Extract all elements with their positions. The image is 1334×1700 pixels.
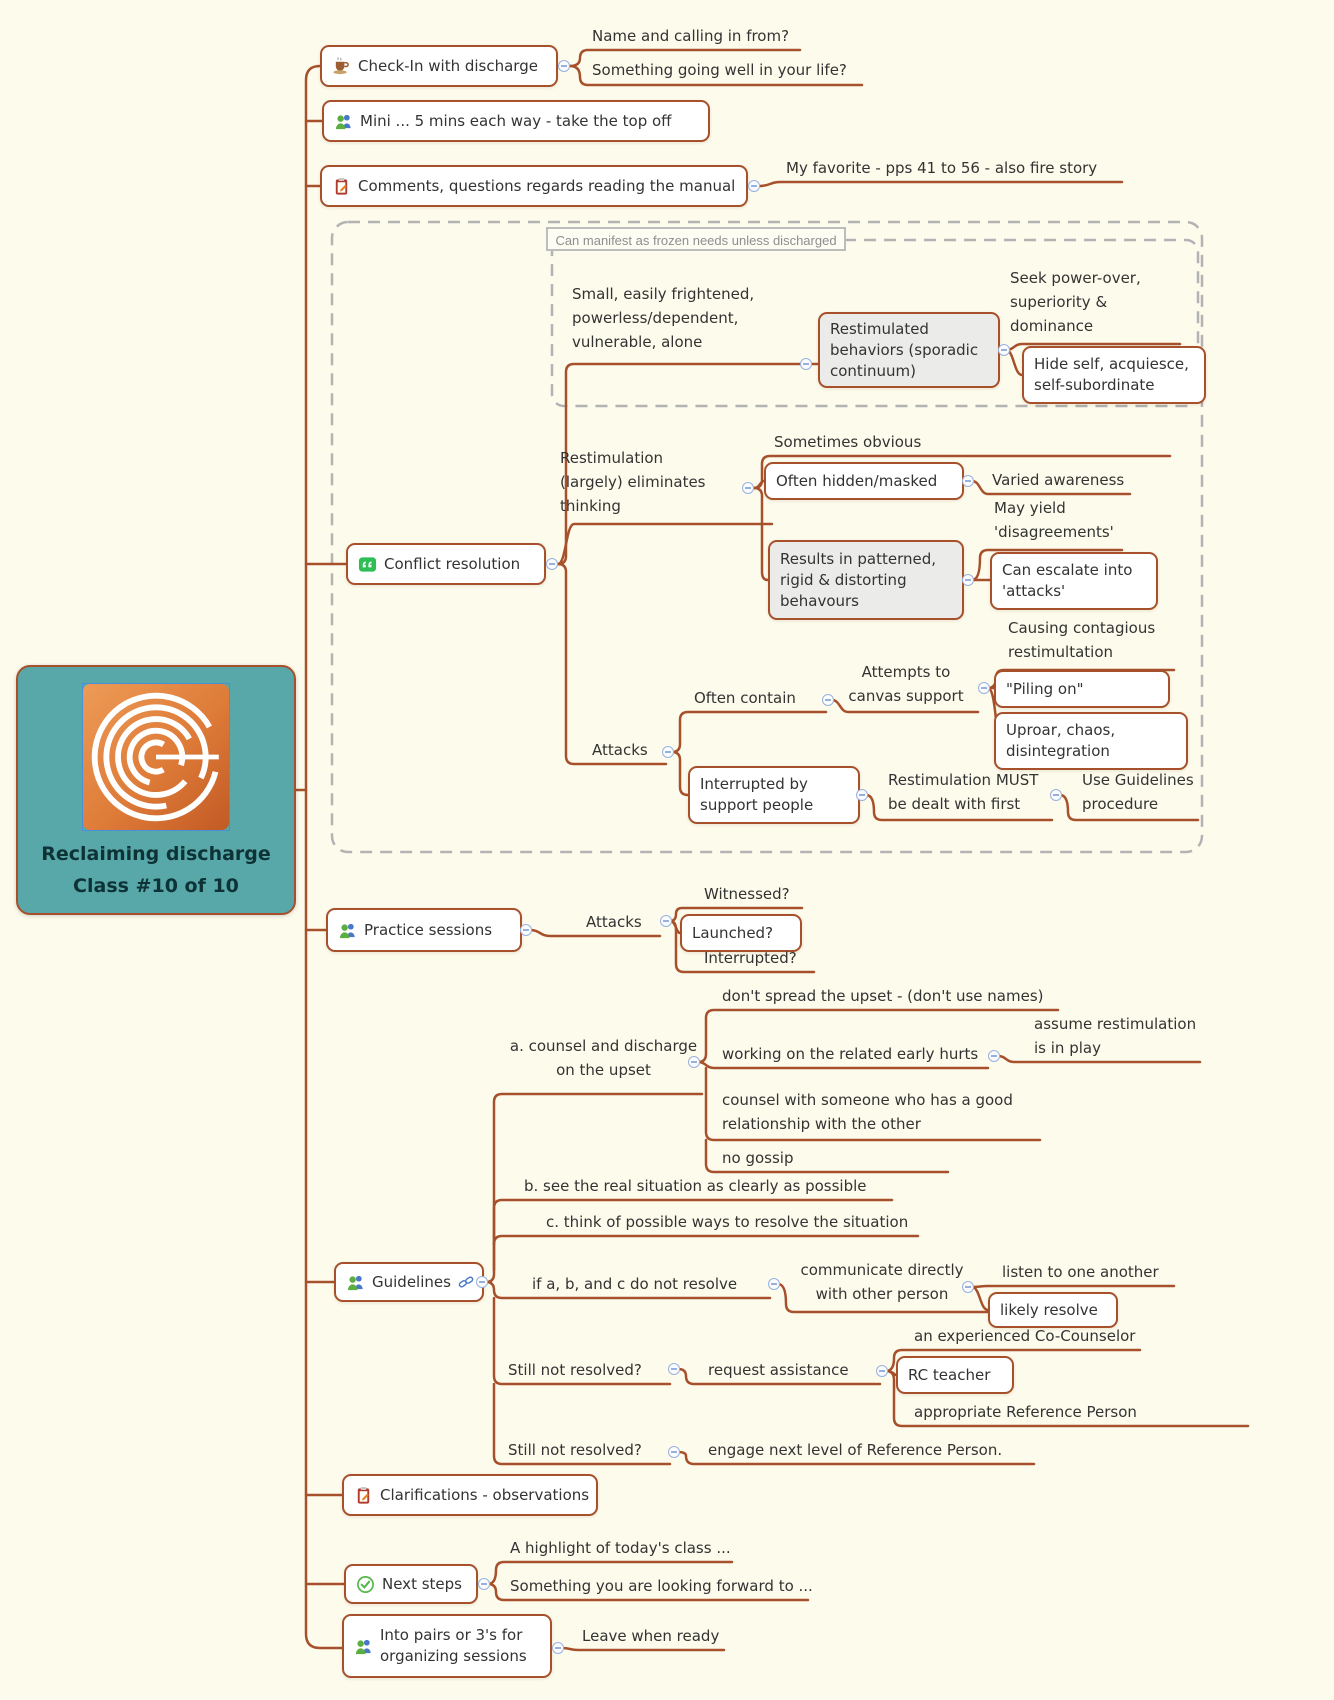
collapse-marker[interactable] — [856, 789, 868, 801]
collapse-marker[interactable] — [822, 694, 834, 706]
subtopic-still-not-resolved-1[interactable]: Still not resolved? — [508, 1361, 642, 1379]
subtopic-causing-contagious[interactable]: Causing contagious restimultation — [1008, 619, 1156, 661]
subtopic-label: Often hidden/masked — [776, 471, 938, 490]
topic-label: Conflict resolution — [384, 554, 521, 573]
labyrinth-logo — [83, 684, 229, 830]
collapse-marker[interactable] — [546, 558, 558, 570]
collapse-marker[interactable] — [520, 924, 532, 936]
check-circle-icon — [356, 1575, 375, 1594]
subtopic-label: Results in patterned, rigid & distorting behavours — [780, 549, 937, 610]
quote-icon — [358, 555, 377, 574]
collapse-marker[interactable] — [558, 60, 570, 72]
boundary-label: Can manifest as frozen needs unless discharged — [546, 227, 846, 251]
subtopic-my-favorite[interactable]: My favorite - pps 41 to 56 - also fire story — [786, 159, 1098, 177]
subtopic-no-gossip[interactable]: no gossip — [722, 1149, 794, 1167]
subtopic-label: Uproar, chaos, disintegration — [1006, 721, 1116, 760]
collapse-marker[interactable] — [962, 574, 974, 586]
subtopic-label: Launched? — [692, 923, 774, 942]
subtopic-label: "Piling on" — [1006, 679, 1084, 698]
collapse-marker[interactable] — [748, 180, 760, 192]
subtopic-witnessed[interactable]: Witnessed? — [704, 885, 790, 903]
subtopic-name-calling[interactable]: Name and calling in from? — [592, 27, 790, 45]
subtopic-counsel-with-someone[interactable]: counsel with someone who has a good relationship with the other — [722, 1091, 1013, 1133]
collapse-marker[interactable] — [668, 1446, 680, 1458]
subtopic-restimulation-eliminates[interactable]: Restimulation (largely) eliminates thinking — [560, 449, 706, 515]
subtopic-rc-teacher[interactable] — [896, 1356, 1014, 1394]
subtopic-appropriate-reference[interactable]: appropriate Reference Person — [914, 1403, 1137, 1421]
topic-check-in[interactable] — [320, 45, 558, 87]
clipboard-icon — [332, 177, 351, 196]
collapse-marker[interactable] — [768, 1278, 780, 1290]
collapse-marker[interactable] — [876, 1365, 888, 1377]
collapse-marker[interactable] — [962, 475, 974, 487]
subtopic-piling-on[interactable] — [994, 670, 1170, 708]
subtopic-request-assistance[interactable]: request assistance — [708, 1361, 849, 1379]
people-icon — [346, 1273, 365, 1292]
subtopic-counsel-discharge[interactable]: a. counsel and discharge on the upset — [509, 1037, 698, 1079]
subtopic-results-patterned[interactable] — [768, 540, 964, 620]
subtopic-sometimes-obvious[interactable]: Sometimes obvious — [774, 433, 922, 451]
subtopic-likely-resolve[interactable] — [988, 1292, 1118, 1328]
subtopic-varied-awareness[interactable]: Varied awareness — [992, 471, 1125, 489]
topic-label: Next steps — [382, 1574, 462, 1593]
collapse-marker[interactable] — [988, 1050, 1000, 1062]
topic-mini-session[interactable] — [322, 100, 710, 142]
subtopic-label: Hide self, acquiesce, self-subordinate — [1034, 355, 1189, 394]
subtopic-restimulated-behaviors[interactable] — [818, 312, 1000, 388]
coffee-cup-icon — [332, 57, 351, 76]
collapse-marker[interactable] — [962, 1281, 974, 1293]
subtopic-listen-one-another[interactable]: listen to one another — [1002, 1263, 1159, 1281]
subtopic-label: Interrupted by support people — [700, 775, 814, 814]
subtopic-something-going-well[interactable]: Something going well in your life? — [592, 61, 847, 79]
subtopic-seek-power[interactable]: Seek power-over, superiority & dominance — [1010, 269, 1141, 335]
subtopic-can-escalate[interactable] — [990, 552, 1158, 610]
topic-practice-sessions[interactable] — [326, 908, 522, 952]
topic-label: Clarifications - observations — [380, 1485, 590, 1504]
root-title-line2: Class #10 of 10 — [73, 875, 239, 897]
subtopic-hide-self[interactable] — [1022, 346, 1206, 404]
collapse-marker[interactable] — [476, 1276, 488, 1288]
subtopic-restimulation-must[interactable]: Restimulation MUST be dealt with first — [888, 771, 1039, 813]
topic-label: Comments, questions regards reading the manual — [358, 176, 736, 195]
people-icon — [334, 112, 353, 131]
topic-conflict-resolution[interactable] — [346, 543, 546, 585]
subtopic-use-guidelines[interactable]: Use Guidelines procedure — [1082, 771, 1194, 813]
people-icon — [354, 1637, 373, 1656]
collapse-marker[interactable] — [668, 1363, 680, 1375]
topic-label: Practice sessions — [364, 920, 493, 939]
subtopic-see-real-situation[interactable]: b. see the real situation as clearly as possible — [524, 1177, 867, 1195]
subtopic-attempts-canvas[interactable]: Attempts to canvas support — [848, 663, 964, 705]
subtopic-attacks[interactable]: Attacks — [592, 741, 648, 759]
subtopic-interrupted-q[interactable]: Interrupted? — [704, 949, 797, 967]
root-topic[interactable] — [16, 665, 296, 915]
collapse-marker[interactable] — [478, 1578, 490, 1590]
subtopic-label: Can escalate into 'attacks' — [1002, 561, 1133, 600]
root-title-line1: Reclaiming discharge — [41, 843, 271, 865]
subtopic-leave-when-ready[interactable]: Leave when ready — [582, 1627, 720, 1645]
subtopic-assume-restimulation[interactable]: assume restimulation is in play — [1034, 1015, 1197, 1057]
collapse-marker[interactable] — [800, 358, 812, 370]
topic-clarifications[interactable] — [342, 1474, 598, 1516]
topic-guidelines[interactable] — [334, 1262, 484, 1302]
subtopic-engage-next-level[interactable]: engage next level of Reference Person. — [708, 1441, 1003, 1459]
subtopic-small-frightened[interactable]: Small, easily frightened, powerless/dependent, vulnerable, alone — [572, 285, 755, 351]
topic-into-pairs[interactable] — [342, 1614, 552, 1678]
subtopic-looking-forward[interactable]: Something you are looking forward to ... — [510, 1577, 813, 1595]
collapse-marker[interactable] — [662, 746, 674, 758]
subtopic-working-early-hurts[interactable]: working on the related early hurts — [722, 1045, 979, 1063]
topic-label: Guidelines — [372, 1272, 451, 1291]
collapse-marker[interactable] — [660, 915, 672, 927]
collapse-marker[interactable] — [1050, 789, 1062, 801]
subtopic-think-possible-ways[interactable]: c. think of possible ways to resolve the situation — [546, 1213, 909, 1231]
subtopic-label: RC teacher — [908, 1365, 991, 1384]
collapse-marker[interactable] — [978, 682, 990, 694]
subtopic-still-not-resolved-2[interactable]: Still not resolved? — [508, 1441, 642, 1459]
subtopic-uproar-chaos[interactable] — [994, 712, 1188, 770]
subtopic-interrupted-by-support[interactable] — [688, 766, 860, 824]
subtopic-often-hidden[interactable] — [764, 462, 964, 500]
subtopic-experienced-cocounselor[interactable]: an experienced Co-Counselor — [914, 1327, 1136, 1345]
topic-label: Check-In with discharge — [358, 56, 538, 75]
people-icon — [338, 921, 357, 940]
topic-comments[interactable] — [320, 165, 748, 207]
subtopic-attacks-practice[interactable]: Attacks — [586, 913, 642, 931]
subtopic-highlight-class[interactable]: A highlight of today's class ... — [510, 1539, 731, 1557]
link-icon[interactable] — [458, 1274, 474, 1290]
topic-label: Into pairs or 3's for organizing sessions — [380, 1626, 527, 1665]
collapse-marker[interactable] — [998, 344, 1010, 356]
collapse-marker[interactable] — [742, 482, 754, 494]
clipboard-icon — [354, 1486, 373, 1505]
subtopic-label: likely resolve — [1000, 1300, 1098, 1319]
topic-next-steps[interactable] — [344, 1564, 478, 1604]
subtopic-if-abc[interactable]: if a, b, and c do not resolve — [532, 1275, 738, 1293]
collapse-marker[interactable] — [552, 1642, 564, 1654]
subtopic-often-contain[interactable]: Often contain — [694, 689, 796, 707]
subtopic-communicate-directly[interactable]: communicate directly with other person — [800, 1261, 964, 1303]
subtopic-dont-spread[interactable]: don't spread the upset - (don't use names) — [722, 987, 1044, 1005]
subtopic-may-yield[interactable]: May yield 'disagreements' — [994, 499, 1114, 541]
subtopic-label: Restimulated behaviors (sporadic continuum) — [830, 319, 979, 380]
collapse-marker[interactable] — [688, 1056, 700, 1068]
topic-label: Mini ... 5 mins each way - take the top off — [360, 111, 672, 130]
